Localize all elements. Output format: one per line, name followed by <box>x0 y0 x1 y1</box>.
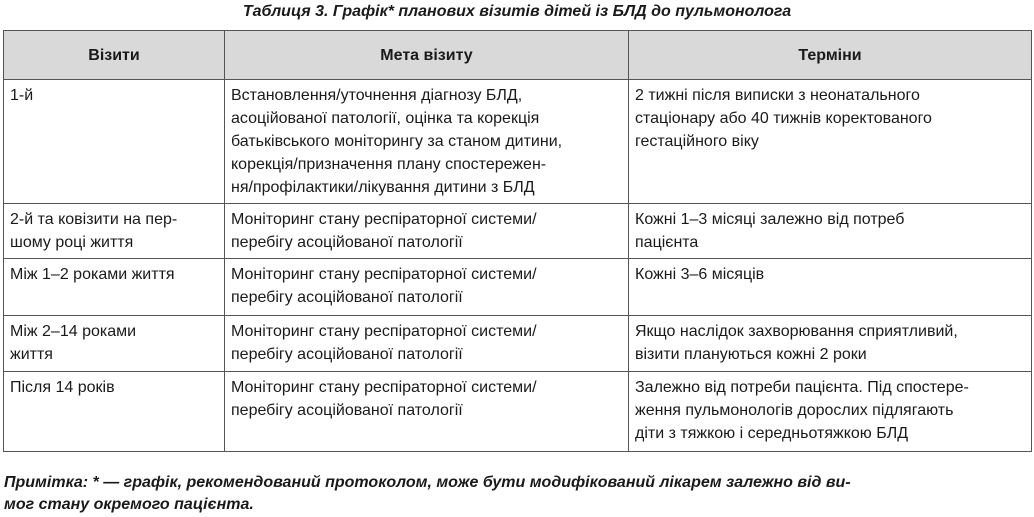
purpose-text: Встановлення/уточнення діагнозу БЛД, асоційованої патології, оцінка та корекція батьківського моніторингу за станом дитини, корекція/призначення плану спостережен- ня/профілактики/лікування дитини з БЛД <box>231 87 563 196</box>
timing-cell <box>629 204 1032 259</box>
column-header-timing: Терміни <box>629 31 1032 80</box>
visit-cell <box>4 259 225 316</box>
purpose-text: Моніторинг стану респіраторної системи/ перебігу асоційованої патології <box>231 379 537 419</box>
visit-cell <box>4 204 225 259</box>
visit-text: Між 1–2 роками життя <box>10 266 175 283</box>
timing-text: Кожні 1–3 місяці залежно від потреб пацієнта <box>635 211 905 251</box>
visit-text: Між 2–14 роками життя <box>10 323 137 363</box>
timing-cell <box>629 259 1032 316</box>
table-title: Таблиця 3. Графік* планових візитів дітей із БЛД до пульмонолога <box>242 3 792 20</box>
timing-text: Залежно від потреби пацієнта. Під спостере- ження пульмонологів дорослих підлягають діти з тяжкою і середньотяжкою БЛД <box>635 379 969 442</box>
purpose-text: Моніторинг стану респіраторної системи/ перебігу асоційованої патології <box>231 323 537 363</box>
purpose-cell <box>225 204 629 259</box>
purpose-text: Моніторинг стану респіраторної системи/ перебігу асоційованої патології <box>231 266 537 306</box>
visit-cell <box>4 80 225 204</box>
visit-text: Після 14 років <box>10 379 115 396</box>
timing-cell <box>629 372 1032 452</box>
visit-cell <box>4 316 225 372</box>
visit-text: 1-й <box>10 87 34 104</box>
column-header-purpose: Мета візиту <box>225 31 629 80</box>
table-row <box>4 80 1032 204</box>
timing-cell <box>629 80 1032 204</box>
header-row <box>4 31 1032 80</box>
table-row <box>4 259 1032 316</box>
timing-text: Якщо наслідок захворювання сприятливий, візити плануються кожні 2 роки <box>635 323 958 363</box>
timing-text: Кожні 3–6 місяців <box>635 266 765 283</box>
column-header-visits: Візити <box>4 31 225 80</box>
footnote: Примітка: * — графік, рекомендований протоколом, може бути модифікований лікарем залежно від ви- мог стану окремого пацієнта. <box>4 474 851 513</box>
timing-cell <box>629 316 1032 372</box>
purpose-cell <box>225 316 629 372</box>
visit-schedule-table <box>3 30 1032 452</box>
table-row <box>4 316 1032 372</box>
table-row <box>4 204 1032 259</box>
purpose-cell <box>225 80 629 204</box>
purpose-text: Моніторинг стану респіраторної системи/ перебігу асоційованої патології <box>231 211 537 251</box>
timing-text: 2 тижні після виписки з неонатального стаціонару або 40 тижнів коректованого гестаційного віку <box>635 87 932 150</box>
visit-cell <box>4 372 225 452</box>
purpose-cell <box>225 372 629 452</box>
visit-text: 2-й та ковізити на пер- шому році життя <box>10 211 178 251</box>
purpose-cell <box>225 259 629 316</box>
table-row <box>4 372 1032 452</box>
